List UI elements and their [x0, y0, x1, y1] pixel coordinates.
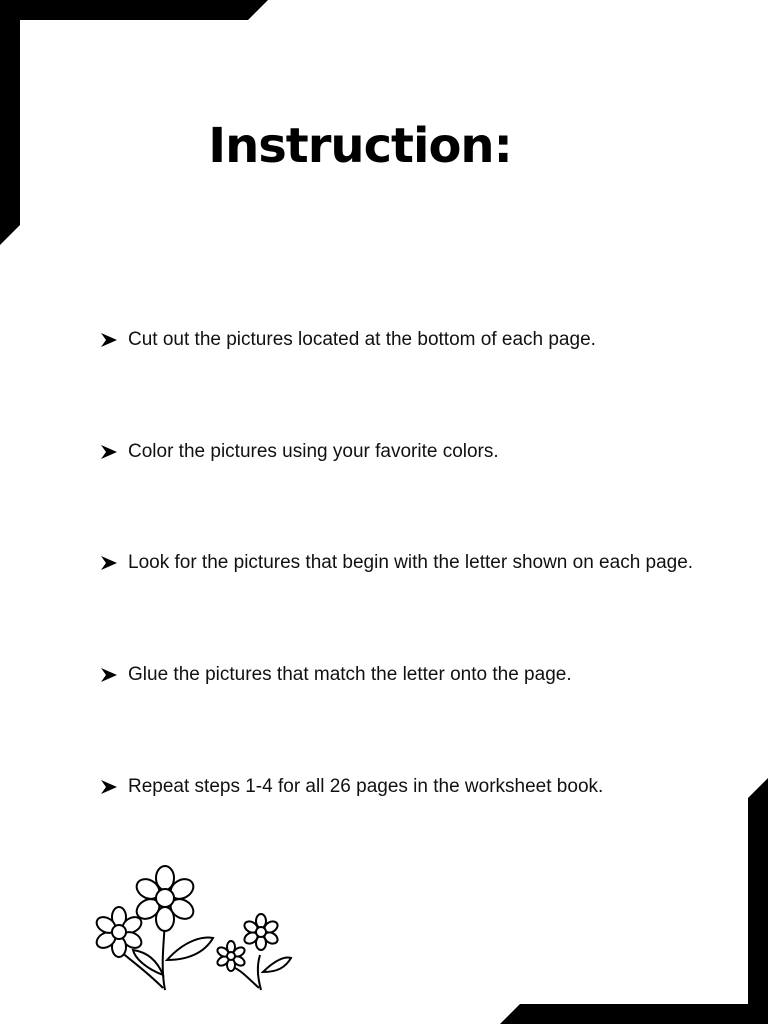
- flower-tiny: [216, 941, 246, 971]
- instruction-step-text: Cut out the pictures located at the bottom of each page.: [128, 329, 596, 350]
- flower-large: [133, 866, 197, 931]
- instruction-step-text: Glue the pictures that match the letter onto the page.: [128, 664, 572, 685]
- arrowhead-bullet-icon: [100, 444, 118, 460]
- instruction-step: [100, 325, 596, 355]
- page-title: Instruction:: [208, 118, 512, 174]
- frame-corner-bottom-right: [500, 778, 768, 1024]
- instruction-step-text: Repeat steps 1-4 for all 26 pages in the worksheet book.: [128, 776, 604, 797]
- instruction-step: [100, 437, 499, 467]
- instruction-step: [100, 772, 603, 802]
- instruction-step: [100, 660, 572, 690]
- instruction-step: [100, 548, 693, 578]
- instruction-step-text: Color the pictures using your favorite colors.: [128, 441, 499, 462]
- arrowhead-bullet-icon: [100, 779, 118, 795]
- flowers-illustration: [85, 860, 300, 995]
- flower-small: [242, 914, 279, 950]
- instruction-step-text: Look for the pictures that begin with the letter shown on each page.: [128, 552, 694, 573]
- arrowhead-bullet-icon: [100, 555, 118, 571]
- arrowhead-bullet-icon: [100, 332, 118, 348]
- arrowhead-bullet-icon: [100, 667, 118, 683]
